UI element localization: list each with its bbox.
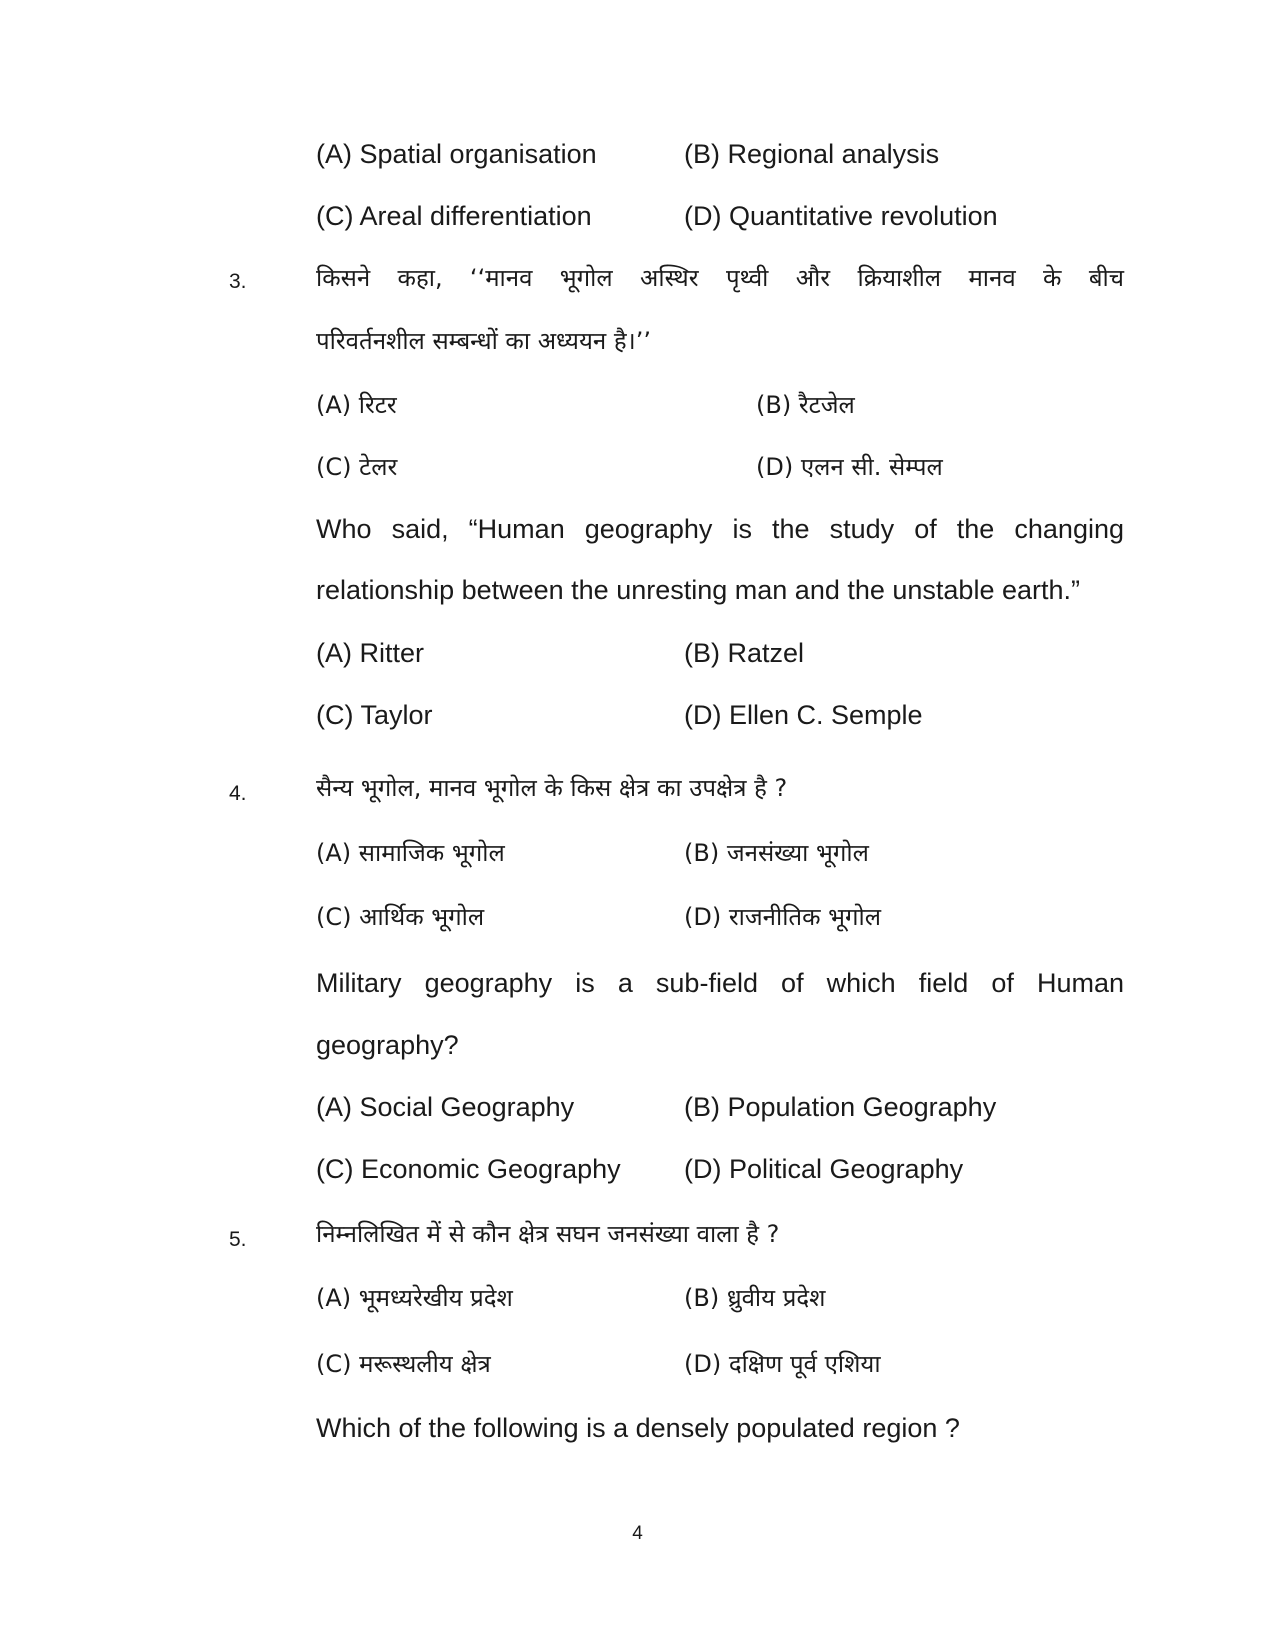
q3-english-option-a: (A) Ritter bbox=[316, 638, 424, 668]
q3-english-option-c: (C) Taylor bbox=[316, 700, 433, 730]
q5-hindi-option-b: (B) ध्रुवीय प्रदेश bbox=[684, 1284, 826, 1312]
q4-english-option-c: (C) Economic Geography bbox=[316, 1154, 621, 1184]
q4-hindi-option-c: (C) आर्थिक भूगोल bbox=[316, 903, 485, 931]
q4-hindi: सैन्य भूगोल, मानव भूगोल के किस क्षेत्र का उपक्षेत्र है ? bbox=[316, 774, 788, 802]
q2-option-a: (A) Spatial organisation bbox=[316, 139, 597, 169]
q3-hindi-option-c: (C) टेलर bbox=[316, 453, 398, 481]
q3-hindi-line2: परिवर्तनशील सम्बन्धों का अध्ययन है।’’ bbox=[316, 327, 651, 355]
q2-option-c: (C) Areal differentiation bbox=[316, 201, 592, 231]
q3-english-option-b: (B) Ratzel bbox=[684, 638, 805, 668]
q4-hindi-option-b: (B) जनसंख्या भूगोल bbox=[684, 839, 869, 867]
q2-option-b: (B) Regional analysis bbox=[684, 139, 940, 169]
q4-english-option-d: (D) Political Geography bbox=[684, 1154, 964, 1184]
q4-hindi-option-a: (A) सामाजिक भूगोल bbox=[316, 839, 505, 867]
q5-hindi-option-a: (A) भूमध्यरेखीय प्रदेश bbox=[316, 1284, 513, 1312]
q5-hindi-option-c: (C) मरूस्थलीय क्षेत्र bbox=[316, 1350, 491, 1378]
q5-hindi-option-d: (D) दक्षिण पूर्व एशिया bbox=[684, 1350, 881, 1378]
q4-english-option-b: (B) Population Geography bbox=[684, 1092, 997, 1122]
q4-english-option-a: (A) Social Geography bbox=[316, 1092, 575, 1122]
q5-english: Which of the following is a densely populated region ? bbox=[316, 1413, 960, 1443]
q3-english-line2: relationship between the unresting man and the unstable earth.” bbox=[316, 575, 1081, 605]
q4-english-line1: Military geography is a sub-field of which field of Human bbox=[316, 968, 1124, 998]
q3-hindi-option-b: (B) रैटजेल bbox=[756, 391, 855, 419]
q2-option-d: (D) Quantitative revolution bbox=[684, 201, 998, 231]
q3-hindi-option-a: (A) रिटर bbox=[316, 391, 397, 419]
q3-english-line1: Who said, “Human geography is the study of the changing bbox=[316, 514, 1124, 544]
q5-number: 5. bbox=[229, 1228, 247, 1251]
q4-hindi-option-d: (D) राजनीतिक भूगोल bbox=[684, 903, 882, 931]
q4-number: 4. bbox=[229, 782, 247, 805]
q3-english-option-d: (D) Ellen C. Semple bbox=[684, 700, 923, 730]
q5-hindi: निम्नलिखित में से कौन क्षेत्र सघन जनसंख्या वाला है ? bbox=[316, 1220, 780, 1248]
q3-number: 3. bbox=[229, 270, 247, 293]
q3-hindi-line1: किसने कहा, ‘‘मानव भूगोल अस्थिर पृथ्वी और क्रियाशील मानव के बीच bbox=[316, 264, 1124, 292]
q3-hindi-option-d: (D) एलन सी. सेम्पल bbox=[756, 453, 943, 481]
q4-english-line2: geography? bbox=[316, 1030, 459, 1060]
page-number: 4 bbox=[632, 1523, 643, 1544]
